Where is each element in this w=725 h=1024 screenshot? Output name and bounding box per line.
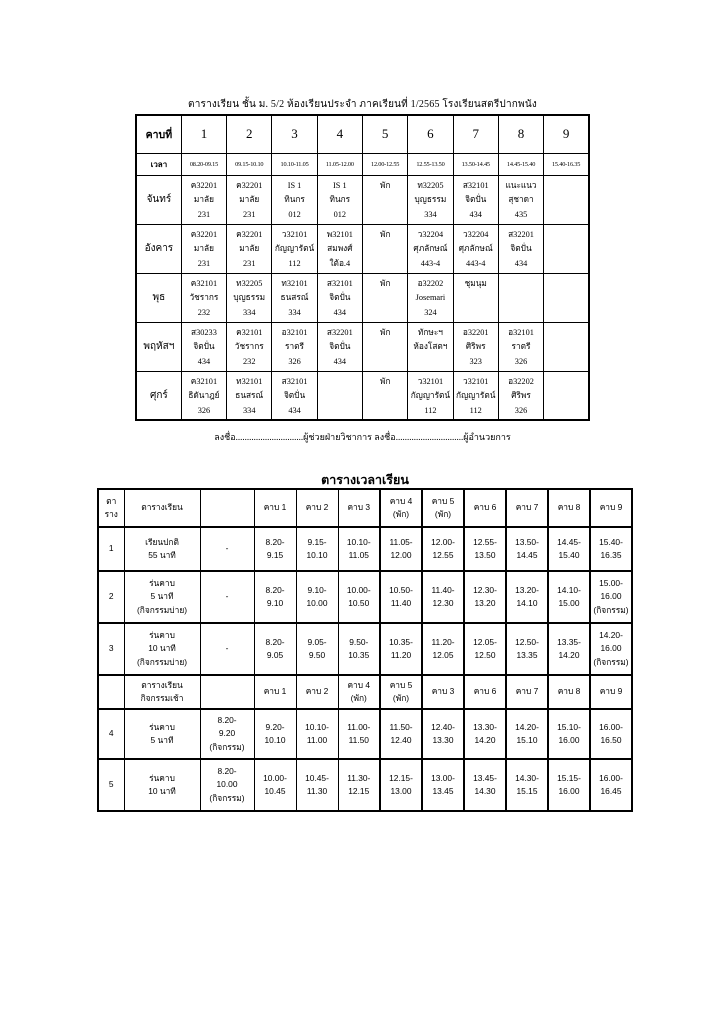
row-number: 3 (98, 623, 124, 675)
time-cell: 12.50- 13.35 (506, 623, 548, 675)
schedule-cell: ส32201 จิตปั่น 434 (498, 224, 543, 273)
time-cell: 14.20- 15.10 (506, 709, 548, 759)
time-cell: 8.20- 9.20 (กิจกรรม) (200, 709, 254, 759)
time-cell: 13.45- 14.30 (464, 759, 506, 811)
schedule-cell: แนะแนว สุชาดา 435 (498, 175, 543, 224)
period-header-cell: คาบ 5 (พัก) (380, 675, 422, 709)
time-cell: 15.00- 16.00 (กิจกรรม) (590, 571, 632, 623)
schedule-cell: ส32101 จิตปั่น 434 (272, 371, 317, 420)
time-cell: 12.15- 13.00 (380, 759, 422, 811)
row-number (98, 675, 124, 709)
period-time: 13.50-14.45 (453, 153, 498, 175)
period-header-cell: คาบ 1 (254, 489, 296, 527)
schedule-cell: อ32202 ศิริพร 326 (498, 371, 543, 420)
time-cell: 8.20- 10.00 (กิจกรรม) (200, 759, 254, 811)
schedule-cell: ท32205 บุญธรรม 334 (408, 175, 453, 224)
period-number: 6 (408, 115, 453, 153)
schedule-cell: IS 1 ทินกร 012 (317, 175, 362, 224)
row-label: ตารางเรียน กิจกรรมเช้า (124, 675, 200, 709)
time-cell: 13.00- 13.45 (422, 759, 464, 811)
time-table-data-row (98, 759, 632, 811)
time-cell: - (200, 527, 254, 571)
day-label: ศุกร์ (136, 371, 181, 420)
schedule-cell: ส32101 จิตปั่น 434 (317, 273, 362, 322)
schedule-cell (544, 371, 589, 420)
period-number: 9 (544, 115, 589, 153)
schedule-cell: ชุมนุม (453, 273, 498, 322)
time-schedule-table (97, 488, 633, 812)
row-number: 4 (98, 709, 124, 759)
row-label: เรียนปกติ 55 นาที (124, 527, 200, 571)
time-cell: 8.20- 9.10 (254, 571, 296, 623)
row-number: 1 (98, 527, 124, 571)
schedule-cell (544, 224, 589, 273)
schedule-cell: ส32201 จิตปั่น 434 (317, 322, 362, 371)
class-schedule-table (135, 114, 590, 421)
schedule-cell: ว32101 กัญญารัตน์ 112 (453, 371, 498, 420)
time-cell: 9.10- 10.00 (296, 571, 338, 623)
time-cell: 12.05- 12.50 (464, 623, 506, 675)
schedule-cell: พ32101 สมพงศ์ ใต้อ.4 (317, 224, 362, 273)
period-number: 7 (453, 115, 498, 153)
time-cell: 11.40- 12.30 (422, 571, 464, 623)
schedule-cell: ค32101 วัชรากร 232 (181, 273, 226, 322)
day-row (136, 371, 589, 420)
time-cell: 9.50- 10.35 (338, 623, 380, 675)
time-cell: 9.15- 10.10 (296, 527, 338, 571)
time-cell: 9.05- 9.50 (296, 623, 338, 675)
period-time: 08.20-09.15 (181, 153, 226, 175)
document-title: ตารางเรียน ชั้น ม. 5/2 ห้องเรียนประจำ ภาคเรียนที่ 1/2565 โรงเรียนสตรีปากพนัง (188, 99, 537, 110)
time-cell: 10.00- 10.50 (338, 571, 380, 623)
schedule-cell (317, 371, 362, 420)
time-table-title: ตารางเวลาเรียน (321, 473, 409, 487)
schedule-cell: ท32205 บุญธรรม 334 (227, 273, 272, 322)
period-time: 12.55-13.50 (408, 153, 453, 175)
row-number: 2 (98, 571, 124, 623)
row-label: ตารางเรียน (124, 489, 200, 527)
time-cell: 13.20- 14.10 (506, 571, 548, 623)
period-header-cell: คาบ 2 (296, 489, 338, 527)
row-label: ร่นคาบ 5 นาที (กิจกรรมบ่าย) (124, 571, 200, 623)
day-row (136, 224, 589, 273)
schedule-cell: ค32101 ธิดันาฎย์ 326 (181, 371, 226, 420)
time-cell: 14.45- 15.40 (548, 527, 590, 571)
time-cell: 13.35- 14.20 (548, 623, 590, 675)
time-cell: 11.00- 11.50 (338, 709, 380, 759)
time-cell: 11.30- 12.15 (338, 759, 380, 811)
time-cell: 16.00- 16.50 (590, 709, 632, 759)
time-row (136, 153, 589, 175)
period-number: 5 (362, 115, 407, 153)
time-cell: 9.20- 10.10 (254, 709, 296, 759)
period-header-cell: คาบ 5 (พัก) (422, 489, 464, 527)
schedule-cell: IS 1 ทินกร 012 (272, 175, 317, 224)
schedule-cell: ส32101 จิตปั่น 434 (453, 175, 498, 224)
time-cell: 12.55- 13.50 (464, 527, 506, 571)
period-header-cell: คาบ 7 (506, 489, 548, 527)
time-table-header-row (98, 489, 632, 527)
period-header-cell (200, 675, 254, 709)
schedule-cell: ส30233 จิตปั่น 434 (181, 322, 226, 371)
period-header-cell: คาบ 9 (590, 675, 632, 709)
schedule-cell: อ32201 ศิริพร 323 (453, 322, 498, 371)
period-header-cell: คาบ 8 (548, 675, 590, 709)
time-cell: - (200, 623, 254, 675)
time-cell: 10.10- 11.05 (338, 527, 380, 571)
schedule-cell: ท32101 ธนสรณ์ 334 (272, 273, 317, 322)
time-cell: 13.50- 14.45 (506, 527, 548, 571)
period-time: 12.00-12.55 (362, 153, 407, 175)
schedule-cell: ค32201 มาลัย 231 (227, 224, 272, 273)
time-cell: 12.30- 13.20 (464, 571, 506, 623)
period-time: 11.05-12.00 (317, 153, 362, 175)
time-cell: 14.30- 15.15 (506, 759, 548, 811)
day-row (136, 273, 589, 322)
schedule-cell: ว32101 กัญญารัตน์ 112 (272, 224, 317, 273)
period-number: 8 (498, 115, 543, 153)
time-cell: 16.00- 16.45 (590, 759, 632, 811)
period-time: 14.45-15.40 (498, 153, 543, 175)
row-label: ร่นคาบ 5 นาที (124, 709, 200, 759)
time-cell: 14.20- 16.00 (กิจกรรม) (590, 623, 632, 675)
schedule-cell (544, 175, 589, 224)
time-table-data-row (98, 527, 632, 571)
schedule-cell: อ32202 Josemari 324 (408, 273, 453, 322)
schedule-cell: อ32101 ราตรี 326 (272, 322, 317, 371)
day-label: พุธ (136, 273, 181, 322)
schedule-cell (498, 273, 543, 322)
period-header-cell: คาบ 8 (548, 489, 590, 527)
row-number: ตา ราง (98, 489, 124, 527)
day-label: พฤหัสฯ (136, 322, 181, 371)
time-table-data-row (98, 623, 632, 675)
period-number: 3 (272, 115, 317, 153)
period-header-cell: คาบ 7 (506, 675, 548, 709)
row-label: ร่นคาบ 10 นาที (กิจกรรมบ่าย) (124, 623, 200, 675)
schedule-cell: ท32101 ธนสรณ์ 334 (227, 371, 272, 420)
time-row-label: เวลา (136, 153, 181, 175)
time-cell: 15.15- 16.00 (548, 759, 590, 811)
period-number: 2 (227, 115, 272, 153)
schedule-cell: พัก (362, 322, 407, 371)
day-label: อังคาร (136, 224, 181, 273)
period-number: 4 (317, 115, 362, 153)
period-header-cell: คาบ 6 (464, 489, 506, 527)
time-cell: 11.50- 12.40 (380, 709, 422, 759)
day-label: จันทร์ (136, 175, 181, 224)
time-cell: 10.45- 11.30 (296, 759, 338, 811)
period-header-cell: คาบ 3 (422, 675, 464, 709)
time-cell: 14.10- 15.00 (548, 571, 590, 623)
time-cell: 15.40- 16.35 (590, 527, 632, 571)
schedule-cell (544, 322, 589, 371)
period-header-cell: คาบ 9 (590, 489, 632, 527)
time-cell: 13.30- 14.20 (464, 709, 506, 759)
time-table-data-row (98, 709, 632, 759)
time-cell: 10.50- 11.40 (380, 571, 422, 623)
time-cell: 10.00- 10.45 (254, 759, 296, 811)
schedule-cell: พัก (362, 371, 407, 420)
schedule-cell: ค32201 มาลัย 231 (181, 175, 226, 224)
time-cell: 10.35- 11.20 (380, 623, 422, 675)
schedule-cell: ว32204 ศุภลักษณ์ 443-4 (408, 224, 453, 273)
time-cell: 11.05- 12.00 (380, 527, 422, 571)
period-header-cell: คาบ 4 (พัก) (380, 489, 422, 527)
time-cell: 12.00- 12.55 (422, 527, 464, 571)
schedule-cell: ทักษะฯ ห้องโสตฯ (408, 322, 453, 371)
time-cell: 12.40- 13.30 (422, 709, 464, 759)
schedule-cell: ว32204 ศุภลักษณ์ 443-4 (453, 224, 498, 273)
time-table-header-row (98, 675, 632, 709)
period-header-cell: คาบ 1 (254, 675, 296, 709)
day-row (136, 322, 589, 371)
period-time: 15.40-16.35 (544, 153, 589, 175)
schedule-cell: ว32101 กัญญารัตน์ 112 (408, 371, 453, 420)
signature-line: ลงชื่อ..............................ผู้ช่วยฝ่ายวิชาการ ลงชื่อ..............................ผู้อำนวยการ (214, 432, 511, 442)
schedule-cell: ค32201 มาลัย 231 (181, 224, 226, 273)
period-time: 10.10-11.05 (272, 153, 317, 175)
day-row (136, 175, 589, 224)
schedule-cell: อ32101 ราตรี 326 (498, 322, 543, 371)
period-time: 09.15-10.10 (227, 153, 272, 175)
time-table-data-row (98, 571, 632, 623)
time-cell: - (200, 571, 254, 623)
time-cell: 8.20- 9.15 (254, 527, 296, 571)
row-label: ร่นคาบ 10 นาที (124, 759, 200, 811)
period-header-cell (200, 489, 254, 527)
row-number: 5 (98, 759, 124, 811)
schedule-cell: ค32201 มาลัย 231 (227, 175, 272, 224)
schedule-header-row (136, 115, 589, 153)
period-number: 1 (181, 115, 226, 153)
time-cell: 15.10- 16.00 (548, 709, 590, 759)
time-cell: 10.10- 11.00 (296, 709, 338, 759)
schedule-cell: ค32101 วัชรากร 232 (227, 322, 272, 371)
schedule-cell: พัก (362, 273, 407, 322)
schedule-cell: พัก (362, 175, 407, 224)
period-header-cell: คาบ 6 (464, 675, 506, 709)
period-header-cell: คาบ 4 (พัก) (338, 675, 380, 709)
time-cell: 8.20- 9.05 (254, 623, 296, 675)
period-header-cell: คาบ 2 (296, 675, 338, 709)
schedule-cell (544, 273, 589, 322)
time-cell: 11.20- 12.05 (422, 623, 464, 675)
period-header-cell: คาบ 3 (338, 489, 380, 527)
period-corner-label: คาบที่ (136, 115, 181, 153)
schedule-cell: พัก (362, 224, 407, 273)
